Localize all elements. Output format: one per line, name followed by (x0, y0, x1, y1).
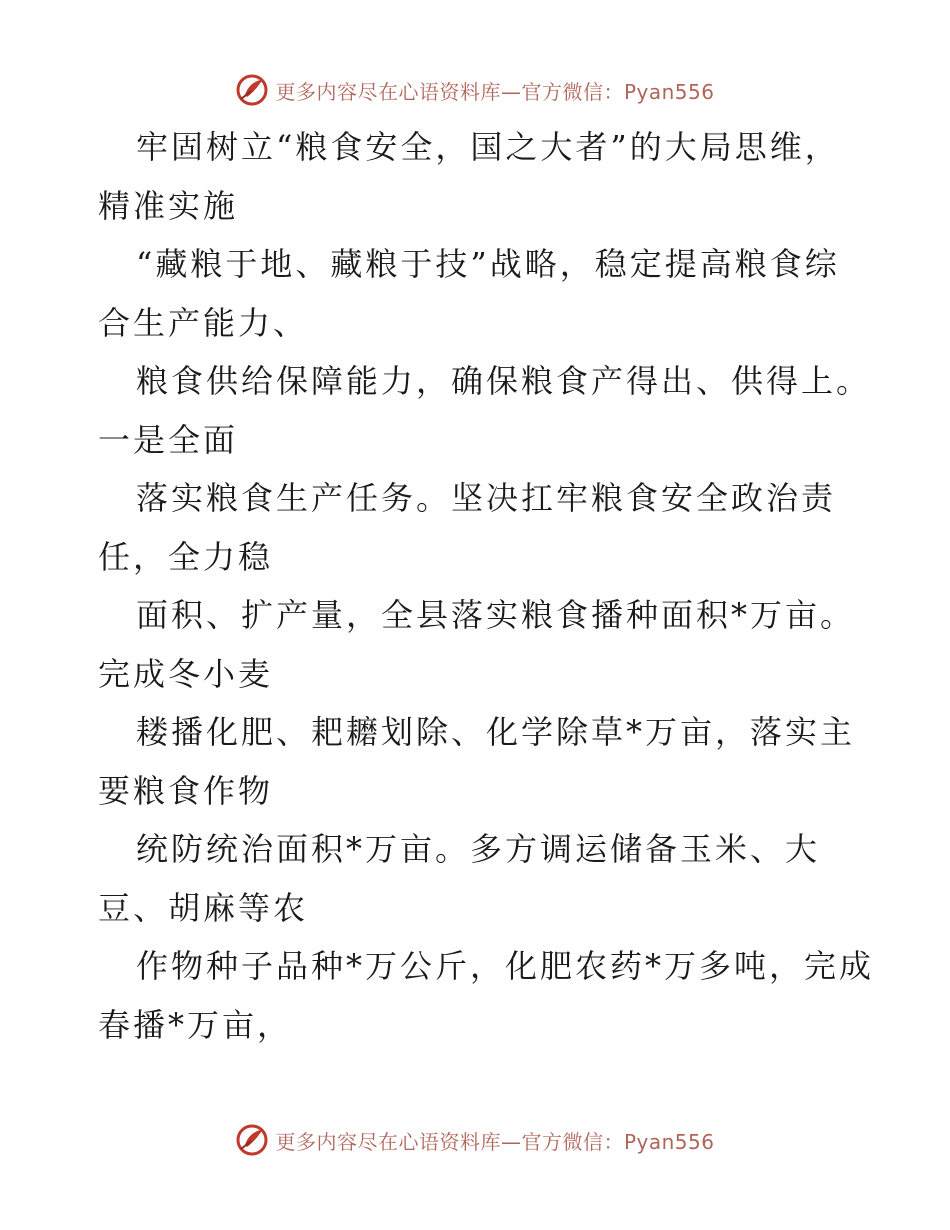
text-line: 任，全力稳 (98, 537, 274, 576)
logo-icon (235, 1123, 269, 1157)
footer-watermark (0, 1120, 950, 1160)
text-line: 落实粮食生产任务。坚决扛牢粮食安全政治责 (136, 479, 837, 517)
text-line: 春播*万亩， (98, 1005, 293, 1044)
text-line: 粮食供给保障能力，确保粮食产得出、供得上。 (136, 362, 872, 400)
header-watermark-text: 更多内容尽在心语资料库—官方微信：Pyan556 (275, 79, 715, 104)
document-body (98, 118, 875, 1054)
text-line: 豆、胡麻等农 (98, 888, 309, 927)
text-line: “藏粮于地、藏粮于技”战略，稳定提高粮食综 (136, 245, 840, 283)
text-line: 完成冬小麦 (98, 654, 274, 693)
footer-watermark-text: 更多内容尽在心语资料库—官方微信：Pyan556 (275, 1129, 715, 1154)
text-line: 精准实施 (98, 186, 239, 225)
text-line: 作物种子品种*万公斤，化肥农药*万多吨，完成 (136, 947, 875, 985)
text-line: 合生产能力、 (98, 303, 309, 342)
text-line: 统防统治面积*万亩。多方调运储备玉米、大 (136, 830, 821, 868)
text-line: 耧播化肥、耙耱划除、化学除草*万亩，落实主 (136, 713, 856, 751)
text-line: 牢固树立“粮食安全，国之大者”的大局思维， (136, 128, 840, 166)
header-watermark (0, 70, 950, 110)
text-line: 一是全面 (98, 420, 239, 459)
logo-icon (235, 73, 269, 107)
text-line: 面积、扩产量，全县落实粮食播种面积*万亩。 (136, 596, 856, 634)
text-line: 要粮食作物 (98, 771, 274, 810)
